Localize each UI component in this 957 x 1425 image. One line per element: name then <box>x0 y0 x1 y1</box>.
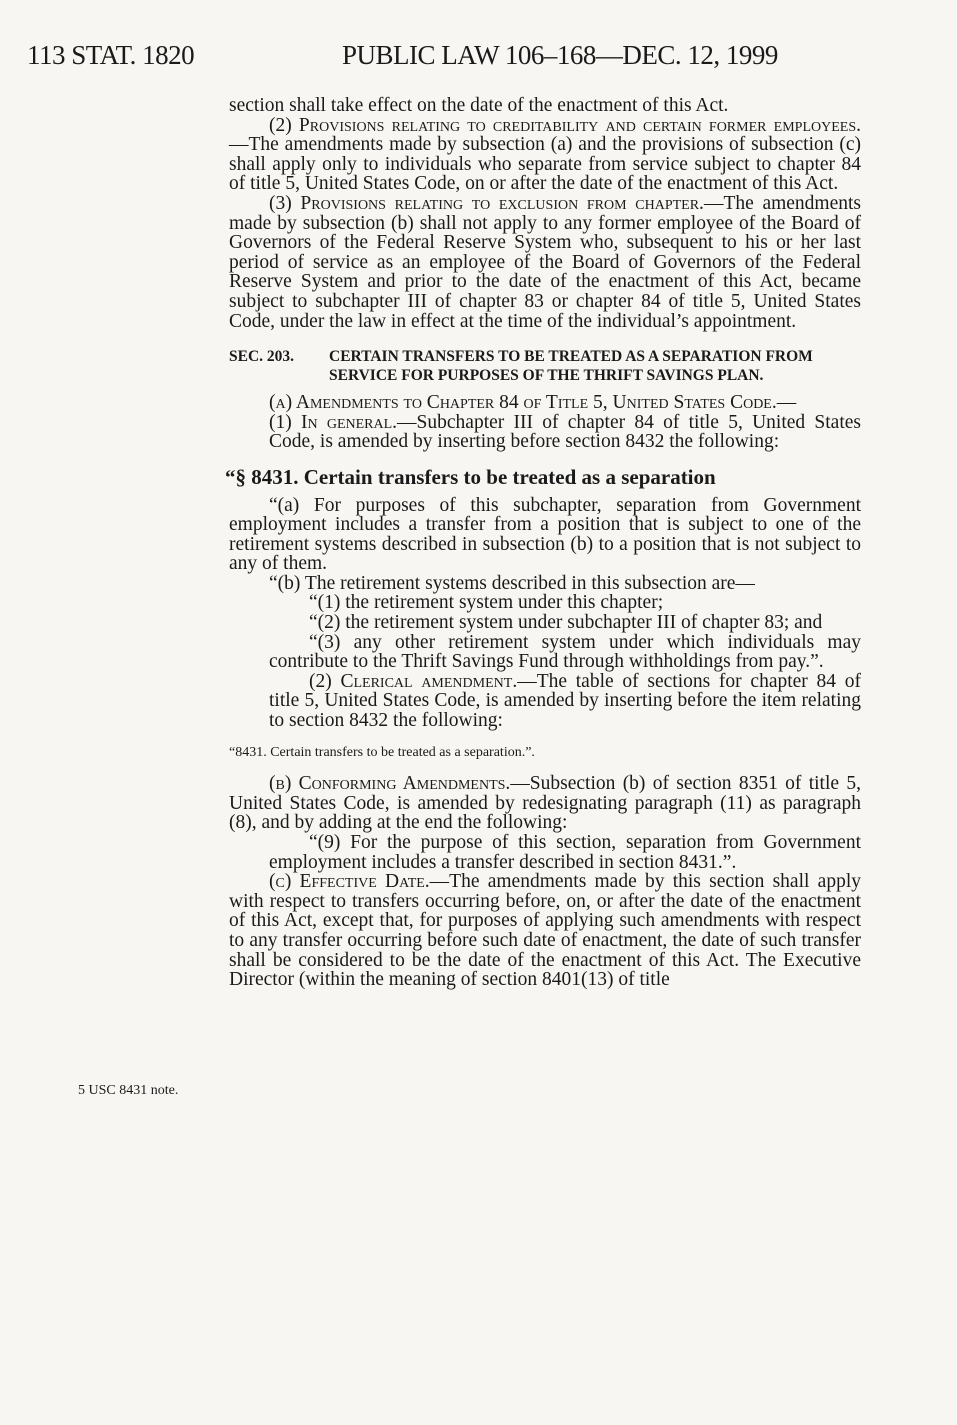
section-heading <box>229 347 861 385</box>
paragraph-a1-text: —Subchapter III of chapter 84 of title 5, United States Code, is amended by inserting before section 8432 the following: <box>269 411 861 453</box>
subsection-a <box>229 393 861 413</box>
paragraph-2-heading: (2) Provisions relating to creditability and certain former employees. <box>269 114 861 136</box>
paragraph-continued: section shall take effect on the date of the enactment of this Act. <box>229 95 729 116</box>
section-title: CERTAIN TRANSFERS TO BE TREATED AS A SEPARATION FROM SERVICE FOR PURPOSES OF THE THRIFT SAVINGS PLAN. <box>329 348 813 385</box>
quoted-item-3: “(3) any other retirement system under which individuals may contribute to the Thrift Savings Fund through withholdings from pay.”. <box>269 631 861 673</box>
statute-citation: 113 STAT. 1820 <box>27 40 195 70</box>
paragraph-3-heading: (3) Provisions relating to exclusion from chapter. <box>269 192 704 214</box>
quoted-item-1: “(1) the retirement system under this chapter; <box>309 592 664 614</box>
margin-note: 5 USC 8431 note. <box>78 1083 179 1098</box>
document-body <box>225 95 862 991</box>
public-law-citation: PUBLIC LAW 106–168—DEC. 12, 1999 <box>342 40 778 70</box>
quoted-item-2: “(2) the retirement system under subchapter III of chapter 83; and <box>309 612 823 634</box>
subsection-b-heading: (b) Conforming Amendments. <box>269 773 511 795</box>
quoted-subsection-a: “(a) For purposes of this subchapter, separation from Government employment includes a transfer from a position that is subject to one of the retirement systems described in subsection (b) to a position that is not subject to any of them. <box>229 494 861 575</box>
paragraph-a1 <box>229 413 861 452</box>
quoted-paragraph-9: “(9) For the purpose of this section, separation from Government employment includes a transfer described in section 8431.”. <box>269 832 861 873</box>
paragraph-a2 <box>229 672 861 731</box>
inserted-section-heading: “§ 8431. Certain transfers to be treated as a separation <box>225 464 716 489</box>
section-number: SEC. 203. <box>229 348 295 366</box>
subsection-b-text: —Subsection (b) of section 8351 of title 5, United States Code, is amended by redesignating paragraph (11) as paragraph (8), and by adding at the end the following: <box>229 773 861 834</box>
subsection-c <box>229 872 861 990</box>
paragraph-2 <box>229 116 861 194</box>
paragraph-3-text: —The amendments made by subsection (b) shall not apply to any former employee of the Board of Governors of the Federal Reserve System who, subsequent to his or her last period of service as an employee of the Board of Governors of the Federal Reserve System and prior to the date of the enactment of this Act, became subject to subchapter III of chapter 83 or chapter 84 of title 5, United States Code, under the law in effect at the time of the individual’s appointment. <box>229 192 862 332</box>
paragraph-3 <box>229 194 861 331</box>
subsection-c-text: —The amendments made by this section shall apply with respect to transfers occurring before, on, or after the date of the enactment of this Act, except that, for purposes of applying such amendments with respect to any transfer occurring before such date of enactment, the date of such transfer shall be considered to be the date of the enactment of this Act. The Executive Director (within the meaning of section 8401(13) of title <box>229 871 861 991</box>
subsection-a-dash: — <box>776 392 797 414</box>
paragraph-a1-heading: (1) In general. <box>269 411 398 433</box>
table-of-sections-item: “8431. Certain transfers to be treated as a separation.”. <box>229 744 535 760</box>
paragraph-a2-text: —The table of sections for chapter 84 of title 5, United States Code, is amended by inserting before the item relating to section 8432 the following: <box>269 670 862 732</box>
paragraph-a2-heading: (2) Clerical amendment. <box>309 670 518 692</box>
subsection-c-heading: (c) Effective Date. <box>269 871 430 893</box>
subsection-b <box>229 774 861 833</box>
quoted-subsection-b: “(b) The retirement systems described in this subsection are— <box>269 572 755 594</box>
subsection-a-heading: (a) Amendments to Chapter 84 of Title 5, United States Code. <box>269 392 777 414</box>
paragraph-2-text: —The amendments made by subsection (a) and the provisions of subsection (c) shall apply only to individuals who separate from service subject to chapter 84 of title 5, United States Code, on or after the date of the enactment of this Act. <box>229 134 861 195</box>
